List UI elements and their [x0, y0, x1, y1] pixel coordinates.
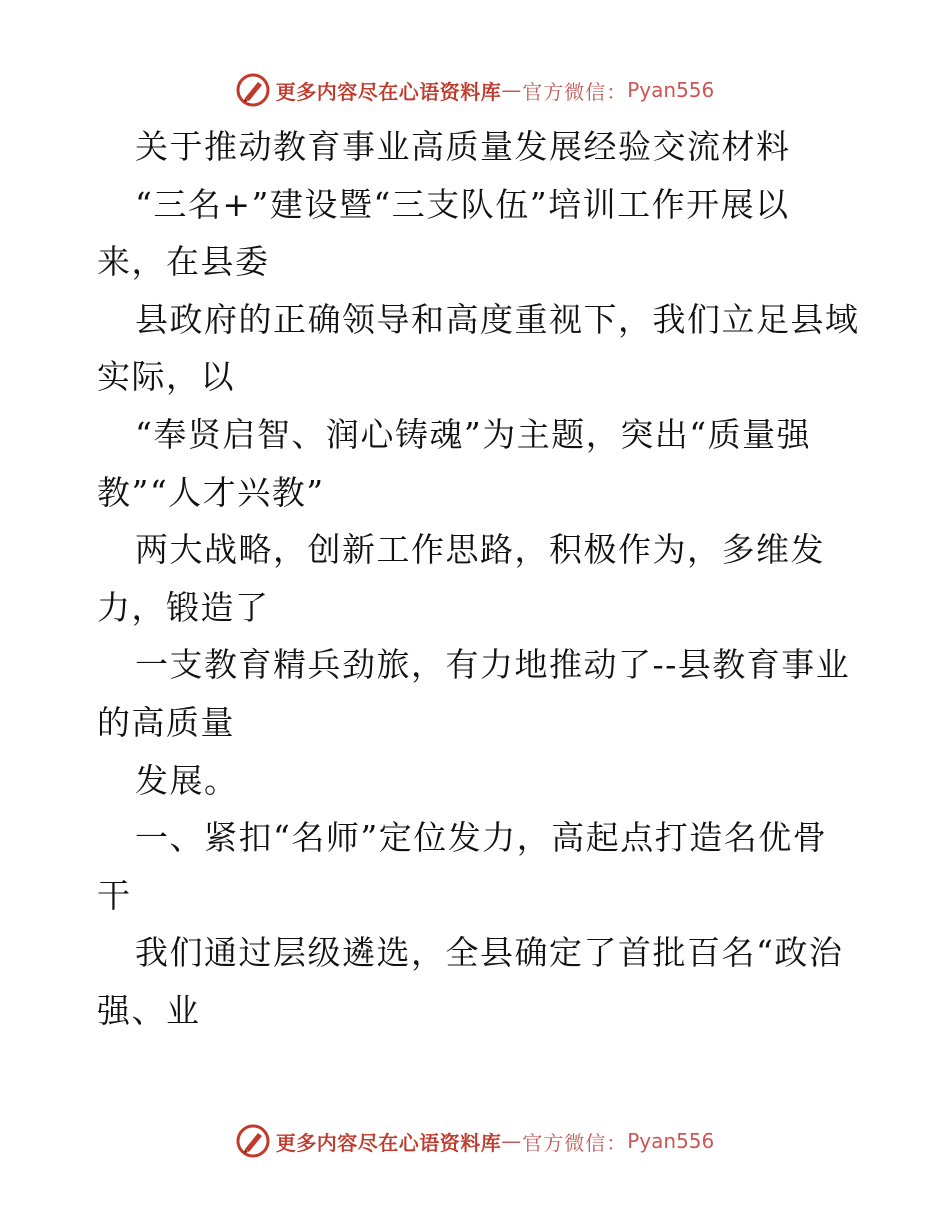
document-body: [97, 118, 877, 1040]
text-line: 一支教育精兵劲旅，有力地推动了--县教育事业: [135, 645, 851, 685]
text-line: 两大战略，创新工作思路，积极作为，多维发: [135, 530, 825, 570]
watermark-banner-top: [0, 70, 950, 110]
watermark-wechat-id: Pyan556: [627, 1129, 715, 1153]
watermark-separator: —: [501, 1129, 523, 1153]
text-line: 教”“人才兴教”: [97, 472, 325, 512]
text-line: “奉贤启智、润心铸魂”为主题，突出“质量强: [135, 414, 812, 454]
watermark-brand: 更多内容尽在心语资料库: [275, 79, 502, 104]
watermark-separator: —: [501, 78, 523, 102]
text-line: 我们通过层级遴选，全县确定了首批百名“政治: [135, 933, 844, 973]
watermark-wechat-id: Pyan556: [627, 78, 715, 102]
pen-logo-icon: [236, 1124, 270, 1158]
text-line: 实际，以: [97, 357, 235, 397]
watermark-wechat-label: 官方微信：: [522, 79, 628, 104]
text-line: 干: [97, 875, 132, 915]
watermark-banner-bottom: [0, 1121, 950, 1161]
text-line: 力，锻造了: [97, 587, 270, 627]
text-line: 县政府的正确领导和高度重视下，我们立足县域: [135, 299, 860, 339]
text-line: 的高质量: [97, 702, 235, 742]
document-title: 关于推动教育事业高质量发展经验交流材料: [135, 127, 791, 166]
watermark-wechat-label: 官方微信：: [522, 1130, 628, 1155]
pen-logo-icon: [236, 73, 270, 107]
section-heading: 一、紧扣“名师”定位发力，高起点打造名优骨: [135, 818, 828, 858]
text-line: 发展。: [135, 760, 239, 800]
watermark-brand: 更多内容尽在心语资料库: [275, 1130, 502, 1155]
text-line: 来，在县委: [97, 242, 270, 282]
text-line: 强、业: [97, 990, 201, 1030]
text-line: “三名+”建设暨“三支队伍”培训工作开展以: [135, 184, 790, 224]
